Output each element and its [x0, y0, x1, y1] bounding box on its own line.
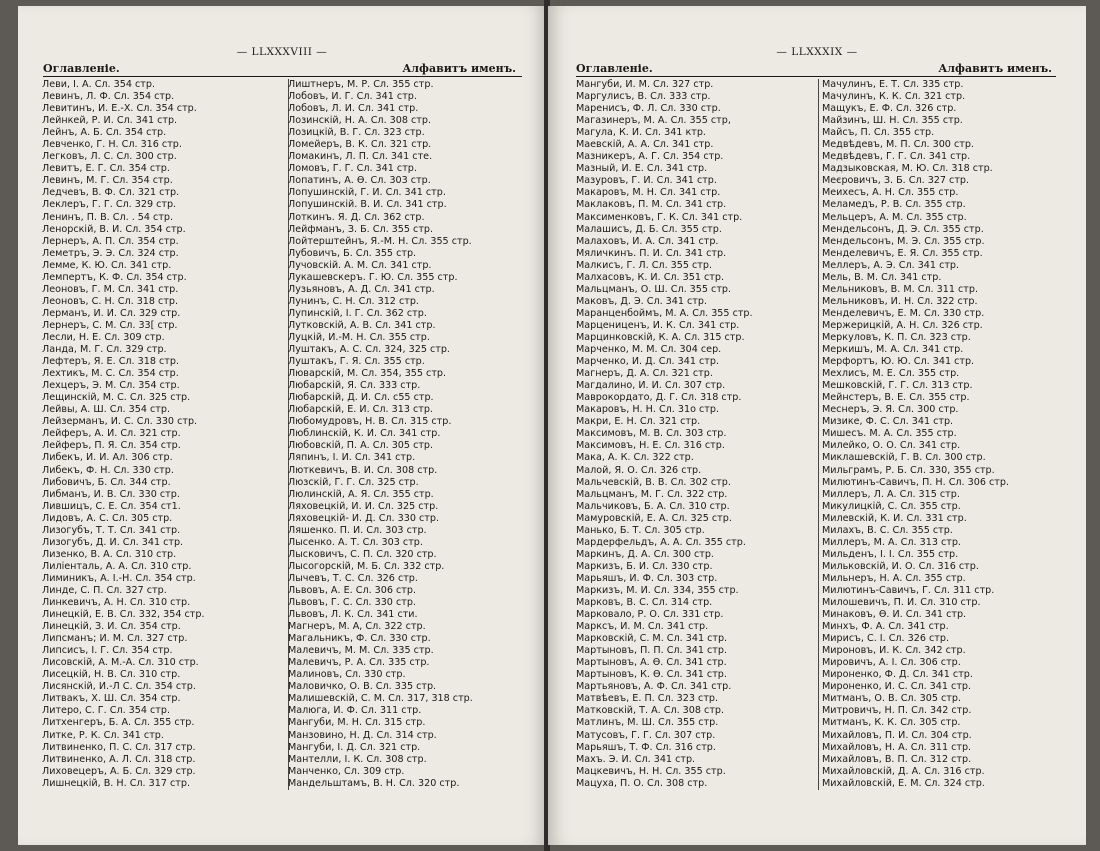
index-entry: Мамуровскій, Е. А. Сл. 325 стр. — [576, 512, 732, 524]
index-entry: Мадзыковская, М. Ю. Сл. 318 стр. — [822, 163, 993, 175]
index-entry: Леви, І. А. Сл. 354 стр. — [42, 79, 155, 90]
index-entry: Мироненко, Ф. Д. Сл. 341 стр. — [822, 669, 973, 681]
index-entry: Лейнкей, Р. И. Сл. 341 стр. — [42, 115, 178, 127]
index-entry: Милошевичъ, П. И. Сл. 310 стр. — [822, 597, 981, 609]
index-entry: Матковскій, Т. А. Сл. 308 стр. — [576, 705, 725, 717]
index-entry: Мащукъ, Е. Ф. Сл. 326 стр. — [822, 103, 957, 115]
index-entry: Манько, Б. Т. Сл. 305 стр. — [576, 524, 705, 536]
index-entry: Лиминикъ, А. І.-Н. Сл. 354 стр. — [42, 572, 196, 584]
index-entry: Марковскій, С. М. Сл. 341 стр. — [576, 633, 728, 645]
index-entry: Лернеръ, С. М. Сл. 33[ стр. — [42, 319, 178, 331]
index-title: Алфавитъ именъ. — [938, 62, 1052, 75]
index-entry: Меркишъ, М. А. Сл. 341 стр. — [822, 344, 964, 356]
index-entry: Марцинковскій, К. А. Сл. 315 стр. — [576, 331, 745, 343]
index-entry: Луштакъ, Г. Я. Сл. 355 стр. — [288, 356, 425, 368]
index-entry: Линецкій, Е. В. Сл. 332, 354 стр. — [42, 609, 205, 621]
header-rule — [43, 76, 522, 77]
index-entry: Махъ. Э. И. Сл. 341 стр. — [576, 753, 696, 765]
index-entry: Мангуби, М. Н. Сл. 315 стр. — [288, 717, 426, 729]
index-entry: Любарскій, Е. И. Сл. 313 стр. — [288, 404, 433, 416]
index-entry: Мартыновъ, К. Ѳ. Сл. 341 стр. — [576, 669, 727, 681]
index-entry: Львовъ, А. Е. Сл. 306 стр. — [288, 584, 417, 596]
index-entry: Мироненко, И. С. Сл. 341 стр. — [822, 681, 972, 693]
index-entry: Лесли, Н. Е. Сл. 309 стр. — [42, 331, 165, 343]
index-entry: Марченко, М. М. Сл. 304 сер. — [576, 344, 722, 356]
index-entry: Ланда, М. Г. Сл. 329 стр. — [42, 344, 167, 356]
index-entry: Лейфманъ, З. Б. Сл. 355 стр. — [288, 223, 434, 235]
index-entry: Лейнъ, А. Б. Сл. 354 стр. — [42, 127, 167, 139]
index-entry: Менделевичъ, Е. Я. Сл. 355 стр. — [822, 247, 983, 259]
index-entry: Лишнецкій, В. Н. Сл. 317 стр. — [42, 777, 191, 789]
index-entry: Мильнеръ, Н. А. Сл. 355 стр. — [822, 572, 966, 584]
index-entry: Магальникъ, Ф. Сл. 330 стр. — [288, 633, 431, 645]
index-entry: Мельниковъ, И. Н. Сл. 322 стр. — [822, 295, 978, 307]
index-entry: Мизике, Ф. С. Сл. 341 стр. — [822, 416, 954, 428]
index-entry: Лерманъ, И. И. Сл. 329 стр. — [42, 307, 181, 319]
index-entry: Лейферъ, А. И. Сл. 321 стр. — [42, 428, 181, 440]
index-entry: Либовичъ, Б. Сл. 344 стр. — [42, 476, 171, 488]
index-entry: Лойтерштейнъ, Я.-М. Н. Сл. 355 стр. — [288, 235, 472, 247]
index-entry: Лузьяновъ, А. Д. Сл. 341 стр. — [288, 283, 435, 295]
index-entry: Магдалино, И. И. Сл. 307 стр. — [576, 380, 726, 392]
index-entry: Михайловскій, Д. А. Сл. 316 стр. — [822, 765, 985, 777]
index-entry: Лупинскій, І. Г. Сл. 362 стр. — [288, 307, 427, 319]
index-entry: Миклашевскій, Г. В. Сл. 300 стр. — [822, 452, 986, 464]
index-entry: Лутковскій, А. В. Сл. 341 стр. — [288, 319, 436, 331]
index-entry: Литвиненко, А. Л. Сл. 318 стр. — [42, 753, 196, 765]
index-entry: Мачулинъ, Е. Т. Сл. 335 стр. — [822, 79, 964, 90]
index-entry: Лысенко. А. Т. Сл. 303 стр. — [288, 536, 423, 548]
index-entry: Люблинскій, К. И. Сл. 341 стр. — [288, 428, 441, 440]
index-entry: Ломовъ, Г. Г. Сл. 341 стр. — [288, 163, 417, 175]
index-entry: Липсманъ; И. М. Сл. 327 стр. — [42, 633, 188, 645]
index-entry: Мазный, И. Е. Сл. 341 стр. — [576, 163, 708, 175]
index-entry: Лехцеръ, Э. М. Сл. 354 стр. — [42, 380, 180, 392]
index-entry: Мехлисъ, М. Е. Сл. 355 стр. — [822, 368, 960, 380]
index-entry: Любовскій, П. А. Сл. 305 стр. — [288, 440, 434, 452]
header-rule — [576, 76, 1056, 77]
index-entry: Левинъ, Л. Ф. Сл. 354 стр. — [42, 91, 175, 103]
index-entry: Мацуха, П. О. Сл. 308 стр. — [576, 777, 708, 789]
index-entry: Лейвы, А. Ш. Сл. 354 стр. — [42, 404, 170, 416]
index-entry: Лубовичъ, Б. Сл. 355 стр. — [288, 247, 417, 259]
index-entry: Меихесъ, А. Н. Сл. 355 стр. — [822, 187, 959, 199]
index-entry: Лопушинскій. В. И. Сл. 341 стр. — [288, 199, 447, 211]
index-entry: Митманъ, К. К. Сл. 305 стр. — [822, 717, 961, 729]
index-entry: Львовъ, Г. С. Сл. 330 стр. — [288, 597, 416, 609]
index-entry: Манзовино, Н. Д. Сл. 314 стр. — [288, 729, 437, 741]
index-entry: Мель, В. М. Сл. 341 стр. — [822, 271, 942, 283]
index-entry: Михайловъ, В. П. Сл. 312 стр. — [822, 753, 972, 765]
index-entry: Лемме, К. Ю. Сл. 341 стр. — [42, 259, 172, 271]
index-entry: Мачулинъ, К. К. Сл. 321 стр. — [822, 91, 966, 103]
index-entry: Магула, К. И. Сл. 341 ктр. — [576, 127, 706, 139]
index-entry: Люзскій, Г. Г. Сл. 325 стр. — [288, 476, 419, 488]
index-entry: Мишесъ. М. А. Сл. 355 стр. — [822, 428, 957, 440]
index-entry: Милейко, О. О. Сл. 341 стр. — [822, 440, 961, 452]
index-entry: Марченко, И. Д. Сл. 341 стр. — [576, 356, 720, 368]
index-entry: Максимовъ, М. В. Сл. 303 стр. — [576, 428, 727, 440]
right-page — [548, 6, 1086, 845]
index-entry: Лисецкій, Н. В. Сл. 310 стр. — [42, 669, 181, 681]
index-entry: Липсисъ, І. Г. Сл. 354 стр. — [42, 645, 173, 657]
index-entry: Мальчиковъ, Б. А. Сл. 310 стр. — [576, 500, 730, 512]
index-entry: Лучовскій. А. М. Сл. 341 стр. — [288, 259, 432, 271]
index-entry: Ляшенко. П. И. Сл. 303 стр. — [288, 524, 427, 536]
index-entry: Митровичъ, Н. П. Сл. 342 стр. — [822, 705, 972, 717]
section-title: Оглавленіе. — [43, 62, 120, 75]
index-entry: Мака, А. К. Сл. 322 стр. — [576, 452, 694, 464]
section-title: Оглавленіе. — [576, 62, 653, 75]
index-entry: Литхенгеръ, Б. А. Сл. 355 стр. — [42, 717, 195, 729]
index-entry: Минаковъ, Ѳ. И. Сл. 341 стр. — [822, 609, 967, 621]
index-entry: Митманъ, О. В. Сл. 305 стр. — [822, 693, 961, 705]
index-entry: Левитинъ, И. Е.-Х. Сл. 354 стр. — [42, 103, 197, 115]
index-entry: Мардерфельдъ, А. А. Сл. 355 стр. — [576, 536, 746, 548]
index-entry: Макри, Е. Н. Сл. 321 стр. — [576, 416, 701, 428]
index-entry: Марьяшъ, Т. Ф. Сл. 316 стр. — [576, 741, 716, 753]
index-entry: Мильковскій, И. О. Сл. 316 стр. — [822, 560, 979, 572]
index-entry: Люткевичъ, В. И. Сл. 308 стр. — [288, 464, 438, 476]
index-entry: Ляховецкій, И. И. Сл. 325 стр. — [288, 500, 439, 512]
index-entry: Маловичко, О. В. Сл. 335 стр. — [288, 681, 437, 693]
index-entry: Мейнстеръ, В. Е. Сл. 355 стр. — [822, 392, 970, 404]
index-entry: Маркинъ, Д. А. Сл. 300 стр. — [576, 548, 714, 560]
index-entry: Лычевъ, Т. С. Сл. 326 стр. — [288, 572, 418, 584]
index-entry: Левинъ, М. Г. Сл. 354 стр. — [42, 175, 173, 187]
index-entry: Лукашевскеръ. Г. Ю. Сл. 355 стр. — [288, 271, 458, 283]
index-entry: Литвакъ, Х. Ш. Сл. 354 стр. — [42, 693, 181, 705]
index-entry: Мировичъ, А. І. Сл. 306 стр. — [822, 657, 961, 669]
index-entry: Мирисъ, С. І. Сл. 326 стр. — [822, 633, 950, 645]
index-entry: Леоновъ, Г. М. Сл. 341 стр. — [42, 283, 179, 295]
index-entry: Лопатинъ, А. Ѳ. Сл. 303 стр. — [288, 175, 431, 187]
index-entry: Леоновъ, С. Н. Сл. 318 стр. — [42, 295, 179, 307]
index-entry: Малой, Я. О. Сл. 326 стр. — [576, 464, 702, 476]
index-entry: Либманъ, И. В. Сл. 330 стр. — [42, 488, 180, 500]
index-entry: Маркизъ, М. И. Сл. 334, 355 стр. — [576, 584, 739, 596]
index-entry: Мандельштамъ, В. Н. Сл. 320 стр. — [288, 777, 460, 789]
index-entry: Лещинскій, М. С. Сл. 325 стр. — [42, 392, 191, 404]
index-entry: Мартыновъ, А. Ѳ. Сл. 341 стр. — [576, 657, 727, 669]
index-entry: Малевичъ, Р. А. Сл. 335 стр. — [288, 657, 430, 669]
index-entry: Магнеръ, Д. А. Сл. 321 стр. — [576, 368, 713, 380]
index-entry: Лехтикъ, М. С. Сл. 354 стр. — [42, 368, 179, 380]
index-entry: Мартыновъ, П. П. Сл. 341 стр. — [576, 645, 728, 657]
index-entry: Малашисъ, Д. Б. Сл. 355 стр. — [576, 223, 722, 235]
index-column-2 — [820, 79, 1070, 790]
index-entry: Мартьяновъ, А. Ф. Сл. 341 стр. — [576, 681, 732, 693]
index-entry: Меламедъ, Р. В. Сл. 355 стр. — [822, 199, 966, 211]
index-entry: Маклаковъ, П. М. Сл. 341 стр. — [576, 199, 727, 211]
index-entry: Милютинъ-Савичъ, Г. Сл. 311 стр. — [822, 584, 995, 596]
index-entry: Мальцманъ, М. Г. Сл. 322 стр. — [576, 488, 728, 500]
index-entry: Лефтеръ, Я. Е. Сл. 318 стр. — [42, 356, 179, 368]
index-entry: Маевскій, А. А. Сл. 341 стр. — [576, 139, 714, 151]
index-entry: Лидовъ, А. С. Сл. 305 стр. — [42, 512, 173, 524]
index-entry: Либекъ, И. И. Ал. 306 стр. — [42, 452, 173, 464]
index-entry: Маренисъ, Ф. Л. Сл. 330 стр. — [576, 103, 721, 115]
index-entry: Ленорскій, В. И. Сл. 354 стр. — [42, 223, 186, 235]
index-entry: Малаховъ, И. А. Сл. 341 стр. — [576, 235, 719, 247]
index-entry: Михайловскій, Е. М. Сл. 324 стр. — [822, 777, 985, 789]
index-entry: Любарскій, Д. И. Сл. с55 стр. — [288, 392, 434, 404]
index-entry: Меснеръ, Э. Я. Сл. 300 стр. — [822, 404, 959, 416]
index-entry: Ленинъ, П. В. Сл. . 54 стр. — [42, 211, 174, 223]
index-entry: Литвиненко, П. С. Сл. 317 стр. — [42, 741, 196, 753]
index-entry: Мендельсонъ, М. Э. Сл. 355 стр. — [822, 235, 985, 247]
index-entry: Миллеръ, М. А. Сл. 313 стр. — [822, 536, 961, 548]
index-entry: Макаровъ, М. Н. Сл. 341 стр. — [576, 187, 721, 199]
index-entry: Малкисъ, Г. Л. Сл. 355 стр. — [576, 259, 713, 271]
left-page — [18, 6, 546, 845]
index-entry: Ледчевъ, В. Ф. Сл. 321 стр. — [42, 187, 180, 199]
index-entry: Миллеръ, Л. А. Сл. 315 стр. — [822, 488, 960, 500]
index-entry: Лиховецеръ, А. Б. Сл. 329 стр. — [42, 765, 196, 777]
index-entry: Медвѣдевъ, М. П. Сл. 300 стр. — [822, 139, 974, 151]
index-entry: Мироновъ, И. К. Сл. 342 стр. — [822, 645, 966, 657]
index-entry: Лисовскій, А. М.-А. Сл. 310 стр. — [42, 657, 199, 669]
index-entry: Мерфортъ, Ю. Ю. Сл. 341 стр. — [822, 356, 975, 368]
index-column-1 — [40, 79, 289, 790]
index-entry: Марьяшъ, И. Ф. Сл. 303 стр. — [576, 572, 718, 584]
index-entry: Магазинеръ, М. А. Сл. 355 стр, — [576, 115, 731, 127]
index-entry: Лозинскій, Н. А. Сл. 308 стр. — [288, 115, 432, 127]
index-entry: Лиліенталь, А. А. Сл. 310 стр. — [42, 560, 192, 572]
index-entry: Лейферъ, П. Я. Сл. 354 стр. — [42, 440, 181, 452]
index-entry: Львовъ, Л. К. Сл. 341 сти. — [288, 609, 418, 621]
index-entry: Максимовъ, Н. Е. Сл. 316 стр. — [576, 440, 725, 452]
index-entry: Малиновъ, Сл. 330 стр. — [288, 669, 406, 681]
index-entry: Майсъ, П. Сл. 355 стр. — [822, 127, 935, 139]
index-entry: Мельниковъ, В. М. Сл. 311 стр. — [822, 283, 979, 295]
index-entry: Манченко, Сл. 309 стр. — [288, 765, 405, 777]
index-entry: Мангуби, І. Д. Сл. 321 стр. — [288, 741, 421, 753]
page-number: — LLXXXVIII — — [236, 46, 328, 58]
index-entry: Легковъ, Л. С. Сл. 300 стр. — [42, 151, 177, 163]
index-entry: Марковъ, В. С. Сл. 314 стр. — [576, 597, 713, 609]
index-entry: Мангуби, И. М. Сл. 327 стр. — [576, 79, 714, 90]
index-entry: Матлинъ, М. Ш. Сл. 355 стр. — [576, 717, 719, 729]
page-number: — LLXXXIX — — [776, 46, 858, 58]
index-entry: Либекъ, Ф. Н. Сл. 330 стр. — [42, 464, 174, 476]
index-entry: Мальцманъ, О. Ш. Сл. 355 стр. — [576, 283, 732, 295]
index-entry: Лозицкій, В. Г. Сл. 323 стр. — [288, 127, 425, 139]
index-entry: Линде, С. П. Сл. 327 стр. — [42, 584, 167, 596]
index-entry: Лизогубъ, Д. И. Сл. 341 стр. — [42, 536, 184, 548]
index-entry: Матусовъ, Г. Г. Сл. 307 стр. — [576, 729, 716, 741]
index-entry: Лернеръ, А. П. Сл. 354 стр. — [42, 235, 179, 247]
index-entry: Леклеръ, Г. Г. Сл. 329 стр. — [42, 199, 177, 211]
index-entry: Левитъ, Е. Г. Сл. 354 стр. — [42, 163, 170, 175]
index-entry: Мяличкинъ. П. И. Сл. 341 стр. — [576, 247, 727, 259]
index-entry: Михайловъ, П. И. Сл. 304 стр. — [822, 729, 972, 741]
index-entry: Леметръ, Э. Э. Сл. 324 стр. — [42, 247, 179, 259]
index-entry: Матвѣевъ, Е. П. Сл. 323 стр. — [576, 693, 719, 705]
index-entry: Луштакъ, А. С. Сл. 324, 325 стр. — [288, 344, 450, 356]
index-entry: Любомудровъ, Н. В. Сл. 315 стр. — [288, 416, 452, 428]
index-entry: Малевичъ, М. М. Сл. 335 стр. — [288, 645, 434, 657]
index-entry: Мержерицкій, А. Н. Сл. 326 стр. — [822, 319, 983, 331]
index-entry: Лизенко, В. А. Сл. 310 стр. — [42, 548, 177, 560]
index-entry: Майзинъ, Ш. Н. Сл. 355 стр. — [822, 115, 963, 127]
index-entry: Лобовъ, И. Г. Сл. 341 стр. — [288, 91, 417, 103]
index-entry: Луцкій, И.-М. Н. Сл. 355 стр. — [288, 331, 430, 343]
index-entry: Лемпертъ, К. Ф. Сл. 354 стр. — [42, 271, 187, 283]
index-entry: Маркизъ, Б. И. Сл. 330 стр. — [576, 560, 713, 572]
index-entry: Маргулисъ, В. Сл. 333 стр. — [576, 91, 711, 103]
index-entry: Мендельсонъ, Д. Э. Сл. 355 стр. — [822, 223, 984, 235]
index-entry: Марксъ, И. М. Сл. 341 стр. — [576, 621, 709, 633]
index-entry: Медвѣдевъ, Г. Г. Сл. 341 стр. — [822, 151, 971, 163]
index-entry: Лунинъ, С. Н. Сл. 312 стр. — [288, 295, 419, 307]
index-entry: Милютинъ-Савичъ, П. Н. Сл. 306 стр. — [822, 476, 1009, 488]
index-title: Алфавитъ именъ. — [402, 62, 516, 75]
index-entry: Менделевичъ, Е. М. Сл. 330 стр. — [822, 307, 985, 319]
index-entry: Маковъ, Д. Э. Сл. 341 стр. — [576, 295, 708, 307]
index-entry: Лобовъ, Л. И. Сл. 341 стр. — [288, 103, 419, 115]
index-entry: Максименковъ, Г. К. Сл. 341 стр. — [576, 211, 743, 223]
index-entry: Литеро, С. Г. Сл. 354 стр. — [42, 705, 171, 717]
index-entry: Мацкевичъ, Н. Н. Сл. 355 стр. — [576, 765, 726, 777]
index-entry: Мазуровъ, Г. И. Сл. 341 стр. — [576, 175, 717, 187]
index-entry: Марковало, Р. О. Сл. 331 стр. — [576, 609, 724, 621]
index-entry: Лейзерманъ, И. С. Сл. 330 стр. — [42, 416, 198, 428]
index-entry: Микулицкій, С. Сл. 355 стр. — [822, 500, 961, 512]
index-entry: Линкевичъ, А. Н. Сл. 310 стр. — [42, 597, 191, 609]
index-entry: Марценицен‍ъ, И. К. Сл. 341 стр. — [576, 319, 740, 331]
index-entry: Ломакинъ, Л. П. Сл. 341 сте. — [288, 151, 433, 163]
index-entry: Мантелли, І. К. Сл. 308 стр. — [288, 753, 427, 765]
index-column-1 — [574, 79, 819, 790]
index-entry: Мальчевскій, В. В. Сл. 302 стр. — [576, 476, 731, 488]
index-entry: Магнеръ, М. А, Сл. 322 стр. — [288, 621, 426, 633]
index-entry: Любарскій, Я. Сл. 333 стр. — [288, 380, 421, 392]
index-entry: Макаровъ, Н. Н. Сл. 31о стр. — [576, 404, 720, 416]
index-entry: Маврокордато, Д. Г. Сл. 318 стр. — [576, 392, 742, 404]
index-column-2 — [286, 79, 536, 790]
index-entry: Михайловъ, Н. А. Сл. 311 стр. — [822, 741, 972, 753]
index-entry: Мешковскій, Г. Г. Сл. 313 стр. — [822, 380, 973, 392]
index-entry: Милевскій, К. И. Сл. 331 стр. — [822, 512, 967, 524]
index-entry: Маранценбоймъ, М. А. Сл. 355 стр. — [576, 307, 753, 319]
index-entry: Мельцеръ, А. М. Сл. 355 стр. — [822, 211, 967, 223]
index-entry: Лысковичъ, С. П. Сл. 320 стр. — [288, 548, 437, 560]
index-entry: Люлинскій, А. Я. Сл. 355 стр. — [288, 488, 434, 500]
index-entry: Ляховецкій- И. Д. Сл. 330 стр. — [288, 512, 439, 524]
index-entry: Линецкій, З. И. Сл. 354 стр. — [42, 621, 181, 633]
index-entry: Литке, Р. К. Сл. 341 стр. — [42, 729, 164, 741]
index-entry: Лившицъ, С. Е. Сл. 354 ст1. — [42, 500, 181, 512]
index-entry: Малюга, И. Ф. Сл. 311 стр. — [288, 705, 422, 717]
index-entry: Лисянскій, И.-Л С. Сл. 354 стр. — [42, 681, 196, 693]
index-entry: Лизогубъ, Т. Т. Сл. 341 стр. — [42, 524, 181, 536]
index-entry: Мильграмъ, Р. Б. Сл. 330, 355 стр. — [822, 464, 995, 476]
index-entry: Ляпинъ, І. И. Сл. 341 стр. — [288, 452, 416, 464]
index-entry: Левченко, Г. Н. Сл. 316 стр. — [42, 139, 182, 151]
index-entry: Лопушинскій, Г. И. Сл. 341 стр. — [288, 187, 446, 199]
index-entry: Меєровичъ, З. Б. Сл. 327 стр. — [822, 175, 970, 187]
index-entry: Милахъ, В. С. Сл. 355 стр. — [822, 524, 953, 536]
index-entry: Лиштнеръ, М. Р. Сл. 355 стр. — [288, 79, 434, 90]
index-entry: Мильденъ, І. І. Сл. 355 стр. — [822, 548, 959, 560]
index-entry: Малишевскій, С. М. Сл. 317, 318 стр. — [288, 693, 473, 705]
index-entry: Лоткинъ. Я. Д. Сл. 362 стр. — [288, 211, 425, 223]
index-entry: Лысогорскій, М. Б. Сл. 332 стр. — [288, 560, 445, 572]
index-entry: Меркуловъ, К. П. Сл. 323 стр. — [822, 331, 971, 343]
index-entry: Малхасовъ, К. И. Сл. 351 стр. — [576, 271, 725, 283]
index-entry: Минхъ, Ф. А. Сл. 341 стр. — [822, 621, 949, 633]
index-entry: Люварскій, М. Сл. 354, 355 стр. — [288, 368, 447, 380]
index-entry: Ломейеръ, В. К. Сл. 321 стр. — [288, 139, 432, 151]
index-entry: Мазникеръ, А. Г. Сл. 354 стр. — [576, 151, 724, 163]
index-entry: Мелле‍ръ, А. Э. Сл. 341 стр. — [822, 259, 960, 271]
